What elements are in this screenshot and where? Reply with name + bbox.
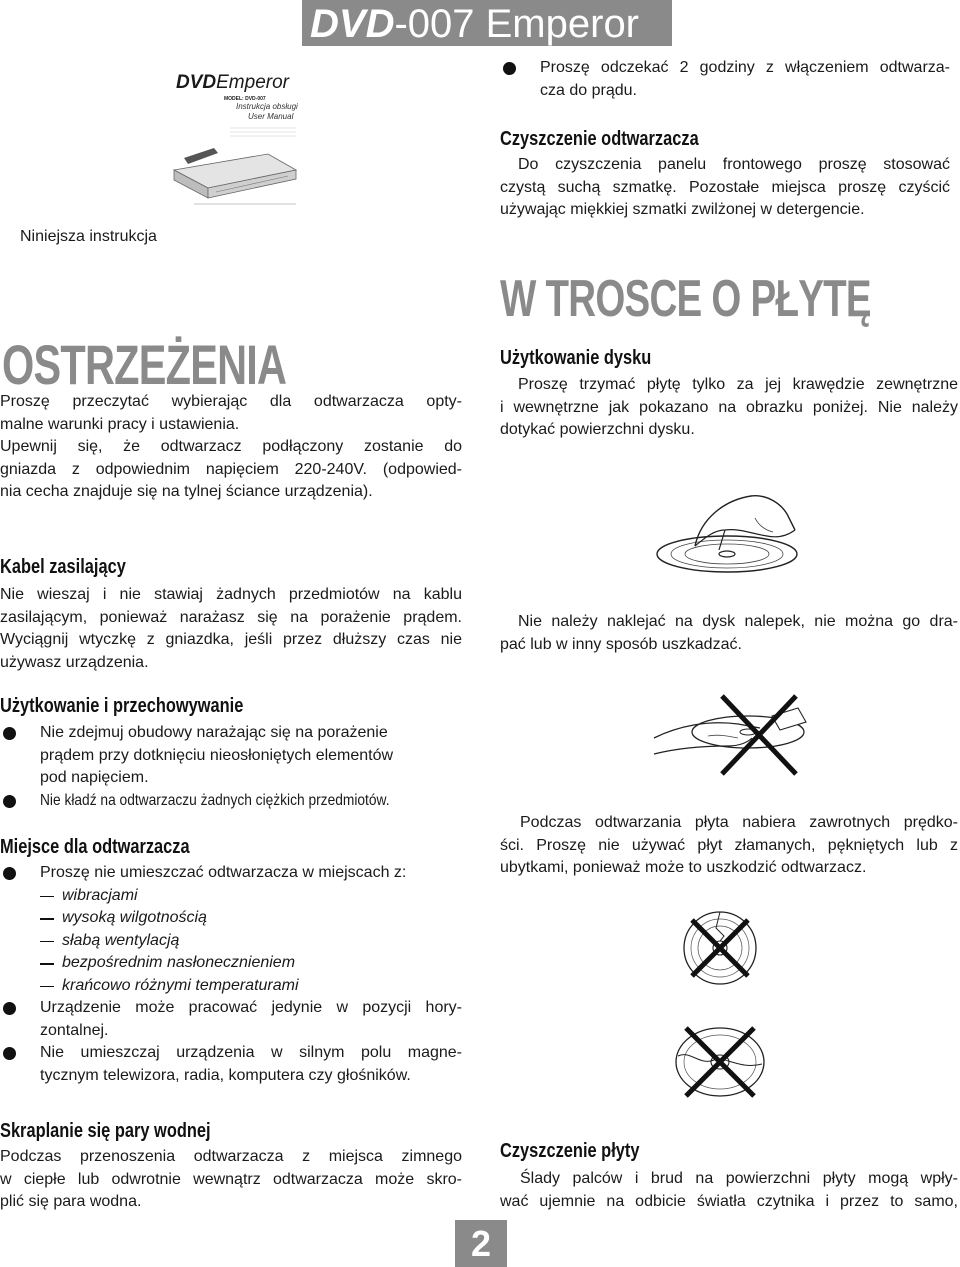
disc-hold-illustration bbox=[655, 488, 805, 583]
manual-cover-image: DVDEmperor MODEL: DVD-007 Instrukcja obsługi User Manual bbox=[168, 58, 298, 208]
broken-disc-illustration bbox=[680, 908, 760, 988]
list-item: Urządzenie może pracować jedynie w pozycji hory- zontalnej. bbox=[0, 997, 462, 1042]
list-item: bezpośrednim nasłonecznieniem bbox=[0, 952, 462, 975]
disc-usage-body: Proszę trzymać płytę tylko za jej krawędzie zewnętrzne i wewnętrzne jak pokazano na obrazku poniżej. Nie należy dotykać powierzchni dysku. bbox=[500, 376, 958, 438]
header-title: DVD-007 Emperor bbox=[310, 2, 640, 46]
list-item: Nie kładź na odtwarzaczu żadnych ciężkich przedmiotów. bbox=[0, 790, 462, 813]
list-item: wibracjami bbox=[0, 885, 462, 908]
power-cable-title: Kabel zasilający bbox=[0, 556, 126, 578]
player-cleaning-title: Czyszczenie odtwarzacza bbox=[500, 128, 699, 150]
player-cleaning-body: Do czyszczenia panelu frontowego proszę stosować czystą suchą szmatkę. Pozostałe miejsca proszę czyścić używając miękkiej szmatki zwilżonej w detergencie. bbox=[500, 156, 950, 218]
wait-body bbox=[500, 57, 950, 102]
disc-cleaning-title: Czyszczenie płyty bbox=[500, 1140, 640, 1162]
disc-care-title: W TROSCE O PŁYTĘ bbox=[500, 270, 871, 328]
list-item: Proszę odczekać 2 godziny z włączeniem odtwarza- cza do prądu. bbox=[500, 57, 950, 102]
no-sticker-illustration bbox=[648, 692, 818, 782]
speed-body: Podczas odtwarzania płyta nabiera zawrotnych prędko- ści. Proszę nie używać płyt złamanych, pękniętych lub z ubytkami, ponieważ może to uszkodzić odtwarzacz. bbox=[500, 814, 958, 876]
list-item: Proszę nie umieszczać odtwarzacza w miejscach z: bbox=[0, 862, 462, 885]
warnings-body: Proszę przeczytać wybierając dla odtwarzacza opty- malne warunki pracy i ustawienia. Upewnij się, że odtwarzacz podłączony zostanie do gniazda z odpowiednim napięciem 220-240V. (odpowied- nia cecha znajduje się na tylnej ściance urządzenia). bbox=[0, 393, 462, 500]
intro-text: Niniejsza instrukcja bbox=[20, 228, 157, 245]
warnings-title: OSTRZEŻENIA bbox=[2, 333, 287, 396]
list-item: krańcowo różnymi temperaturami bbox=[0, 975, 462, 998]
power-cable-body: Nie wieszaj i nie stawiaj żadnych przedmiotów na kablu zasilającym, ponieważ narażasz się na porażenie prądem. Wyciągnij wtyczkę z gniazdka, jeśli przez dłuższy czas nie używasz urządzenia. bbox=[0, 586, 462, 671]
list-item: wysoką wilgotnością bbox=[0, 907, 462, 930]
disc-cleaning-body: Ślady palców i brud na powierzchni płyty mogą wpły- wać ujemnie na odbicie światła czytnika i przez to samo, bbox=[500, 1170, 958, 1210]
list-item: Nie umieszczaj urządzenia w silnym polu magne- tycznym telewizora, radia, komputera czy głośników. bbox=[0, 1042, 462, 1087]
condensation-body: Podczas przenoszenia odtwarzacza z miejsca zimnego w ciepłe lub odwrotnie wewnątrz odtwarzacza może skro- plić się para wodna. bbox=[0, 1148, 462, 1210]
page-number: 2 bbox=[470, 1223, 492, 1264]
list-item: słabą wentylacją bbox=[0, 930, 462, 953]
usage-storage-body bbox=[0, 722, 462, 812]
dvd-player-icon bbox=[168, 58, 298, 208]
list-item: Nie zdejmuj obudowy narażając się na porażenie prądem przy dotknięciu nieosłoniętych elementów pod napięciem. bbox=[0, 722, 462, 790]
stickers-body: Nie należy naklejać na dysk nalepek, nie można go dra- pać lub w inny sposób uszkadzać. bbox=[500, 613, 958, 653]
placement-body bbox=[0, 862, 462, 1087]
placement-title: Miejsce dla odtwarzacza bbox=[0, 836, 190, 858]
cracked-disc-illustration bbox=[670, 1020, 770, 1100]
disc-usage-title: Użytkowanie dysku bbox=[500, 347, 652, 369]
usage-storage-title: Użytkowanie i przechowywanie bbox=[0, 695, 244, 717]
condensation-title: Skraplanie się pary wodnej bbox=[0, 1120, 211, 1142]
